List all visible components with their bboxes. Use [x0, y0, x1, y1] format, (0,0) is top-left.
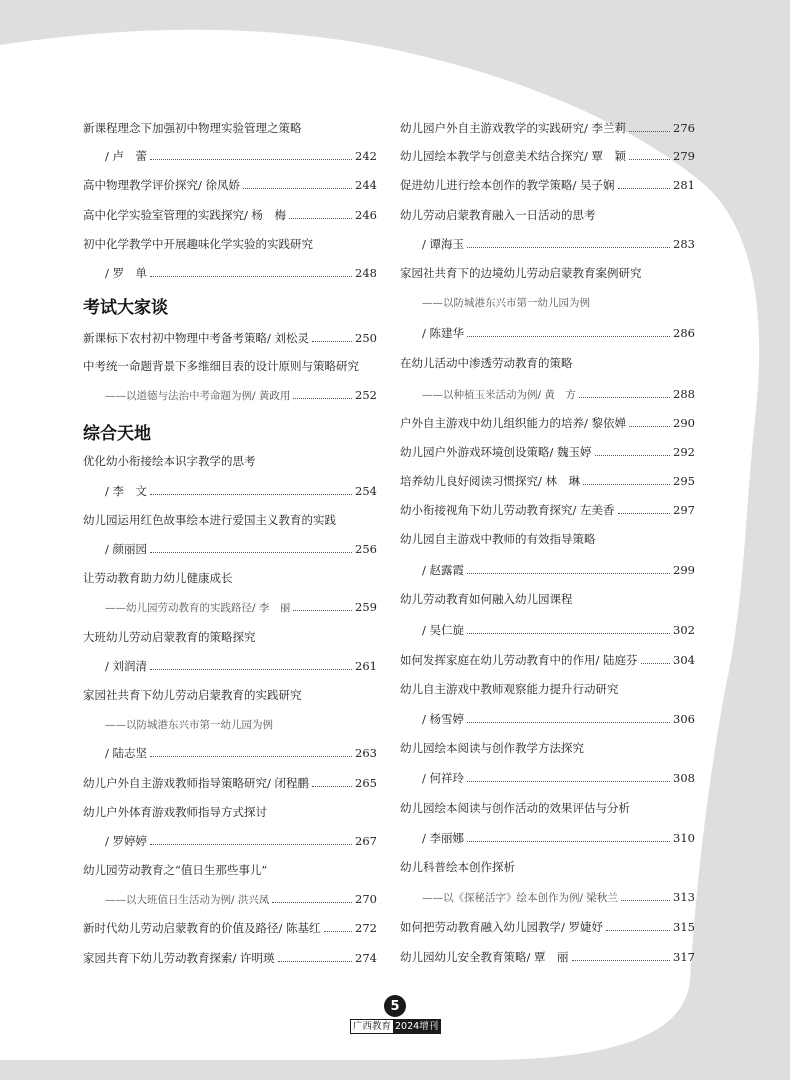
toc-entry	[83, 831, 377, 851]
toc-entry	[400, 384, 695, 404]
entry-author: / 洪兴凤	[231, 893, 270, 906]
entry-page-number: 302	[673, 623, 695, 637]
leader-dots	[467, 840, 670, 842]
toc-entry	[83, 146, 377, 166]
entry-title: 幼儿园自主游戏中教师的有效指导策略	[400, 532, 596, 546]
entry-title: 如何发挥家庭在幼儿劳动教育中的作用	[400, 653, 596, 667]
entry-page-number: 297	[673, 503, 695, 517]
toc-entry	[83, 568, 377, 588]
entry-page-number: 310	[673, 831, 695, 845]
leader-dots	[150, 551, 352, 553]
entry-author: / 魏玉婷	[549, 445, 592, 459]
entry-title: 中考统一命题背景下多维细目表的设计原则与策略研究	[83, 359, 359, 373]
entry-title: 大班幼儿劳动启蒙教育的策略探究	[83, 630, 256, 644]
toc-entry	[400, 679, 695, 699]
entry-author: / 黄 方	[537, 388, 576, 401]
entry-subtitle: ——幼儿园劳动教育的实践路径	[105, 601, 252, 614]
entry-page-number: 283	[673, 237, 695, 251]
entry-title: 幼儿园幼儿安全教育策略	[400, 950, 527, 964]
leader-dots	[629, 130, 670, 132]
entry-title: 高中物理教学评价探究	[83, 178, 198, 192]
entry-title: 幼儿户外体育游戏教师指导方式探讨	[83, 805, 267, 819]
entry-author: / 杨 梅	[244, 208, 287, 222]
toc-entry	[400, 887, 695, 907]
toc-entry	[83, 860, 377, 880]
entry-page-number: 308	[673, 771, 695, 785]
entry-author: / 黄政用	[252, 389, 291, 402]
toc-entry	[400, 947, 695, 967]
entry-title: 让劳动教育助力幼儿健康成长	[83, 571, 233, 585]
entry-subtitle: ——以道德与法治中考命题为例	[105, 389, 252, 402]
entry-title: 幼儿园劳动教育之“值日生那些事儿”	[83, 863, 268, 877]
toc-entry	[83, 510, 377, 530]
leader-dots	[572, 959, 671, 961]
entry-title: 在幼儿活动中渗透劳动教育的策略	[400, 356, 573, 370]
entry-title: 幼儿园户外自主游戏教学的实践研究	[400, 121, 584, 135]
entry-page-number: 248	[355, 266, 377, 280]
entry-subtitle: ——以种植玉米活动为例	[422, 388, 538, 401]
toc-entry	[83, 234, 377, 254]
entry-title: 户外自主游戏中幼儿组织能力的培养	[400, 416, 584, 430]
entry-author: / 吴子娴	[572, 178, 615, 192]
toc-entry	[400, 798, 695, 818]
entry-author: / 谭海玉	[422, 237, 465, 251]
entry-author: / 罗 单	[105, 266, 148, 280]
leader-dots	[150, 755, 352, 757]
entry-subtitle: ——以防城港东兴市第一幼儿园为例	[105, 718, 273, 731]
entry-author: / 闭程鹏	[267, 776, 310, 790]
section-heading: 综合天地	[83, 423, 151, 444]
toc-entry	[400, 263, 695, 283]
entry-title: 幼儿园绘本阅读与创作教学方法探究	[400, 741, 584, 755]
entry-subtitle: ——以大班值日生活动为例	[105, 893, 231, 906]
toc-entry	[83, 627, 377, 647]
entry-author: / 何祥玲	[422, 771, 465, 785]
entry-title: 促进幼儿进行绘本创作的教学策略	[400, 178, 573, 192]
leader-dots	[293, 609, 352, 611]
toc-entry	[83, 743, 377, 763]
entry-subtitle: ——以《探秘活字》绘本创作为例	[422, 891, 580, 904]
leader-dots	[629, 425, 670, 427]
toc-entry	[83, 773, 377, 793]
entry-author: / 陆庭芬	[595, 653, 638, 667]
entry-author: / 许明瑛	[232, 951, 275, 965]
toc-entry	[400, 471, 695, 491]
toc-entry	[83, 175, 377, 195]
entry-title: 新课程理念下加强初中物理实验管理之策略	[83, 121, 302, 135]
entry-page-number: 279	[673, 149, 695, 163]
entry-title: 幼儿劳动教育如何融入幼儿园课程	[400, 592, 573, 606]
entry-author: / 左美香	[572, 503, 615, 517]
leader-dots	[579, 396, 670, 398]
leader-dots	[324, 930, 353, 932]
entry-title: 幼儿园绘本教学与创意美术结合探究	[400, 149, 584, 163]
entry-author: / 李 丽	[252, 601, 291, 614]
leader-dots	[150, 843, 352, 845]
entry-author: / 陈基红	[278, 921, 321, 935]
entry-page-number: 304	[673, 653, 695, 667]
entry-title: 幼儿园绘本阅读与创作活动的效果评估与分析	[400, 801, 630, 815]
leader-dots	[243, 187, 352, 189]
entry-page-number: 270	[355, 892, 377, 906]
toc-entry	[400, 323, 695, 343]
entry-page-number: 281	[673, 178, 695, 192]
toc-entry	[83, 889, 377, 909]
entry-author: / 黎依婵	[584, 416, 627, 430]
toc-entry	[400, 620, 695, 640]
toc-entry	[83, 714, 377, 734]
toc-entry	[83, 539, 377, 559]
publication-name: 广西教育	[353, 1021, 392, 1032]
toc-entry	[400, 353, 695, 373]
entry-title: 家园共育下幼儿劳动教育探索	[83, 951, 233, 965]
entry-page-number: 286	[673, 326, 695, 340]
entry-title: 培养幼儿良好阅读习惯探究	[400, 474, 538, 488]
entry-title: 幼儿园运用红色故事绘本进行爱国主义教育的实践	[83, 513, 336, 527]
page-footer	[346, 995, 446, 1035]
toc-entry	[83, 451, 377, 471]
toc-entry	[400, 917, 695, 937]
entry-title: 高中化学实验室管理的实践探究	[83, 208, 244, 222]
leader-dots	[595, 454, 671, 456]
entry-page-number: 256	[355, 542, 377, 556]
toc-entry	[400, 234, 695, 254]
toc-entry	[400, 118, 695, 138]
toc-entry	[400, 828, 695, 848]
entry-page-number: 252	[355, 388, 377, 402]
leader-dots	[641, 662, 671, 664]
toc-entry	[83, 802, 377, 822]
entry-author: / 梁秋兰	[579, 891, 618, 904]
leader-dots	[467, 246, 670, 248]
entry-page-number: 261	[355, 659, 377, 673]
toc-entry	[400, 709, 695, 729]
entry-title: 幼儿自主游戏中教师观察能力提升行动研究	[400, 682, 619, 696]
entry-page-number: 276	[673, 121, 695, 135]
leader-dots	[289, 217, 352, 219]
entry-author: / 吴仁旋	[422, 623, 465, 637]
toc-entry	[400, 650, 695, 670]
entry-author: / 林 琳	[538, 474, 581, 488]
entry-page-number: 265	[355, 776, 377, 790]
leader-dots	[278, 960, 353, 962]
entry-author: / 罗婷婷	[105, 834, 148, 848]
leader-dots	[150, 493, 352, 495]
toc-entry	[400, 529, 695, 549]
leader-dots	[150, 275, 352, 277]
entry-page-number: 254	[355, 484, 377, 498]
entry-author: / 徐凤娇	[198, 178, 241, 192]
entry-author: / 陈建华	[422, 326, 465, 340]
toc-entry	[83, 918, 377, 938]
entry-page-number: 259	[355, 600, 377, 614]
publication-label	[350, 1019, 441, 1034]
entry-page-number: 263	[355, 746, 377, 760]
entry-title: 幼儿户外自主游戏教师指导策略研究	[83, 776, 267, 790]
entry-title: 幼儿劳动启蒙教育融入一日活动的思考	[400, 208, 596, 222]
leader-dots	[618, 512, 671, 514]
entry-page-number: 250	[355, 331, 377, 345]
leader-dots	[629, 158, 670, 160]
toc-entry	[400, 857, 695, 877]
toc-entry	[83, 385, 377, 405]
toc-entry	[83, 118, 377, 138]
entry-author: / 赵露霞	[422, 563, 465, 577]
entry-author: / 李 文	[105, 484, 148, 498]
entry-page-number: 306	[673, 712, 695, 726]
toc-entry	[400, 146, 695, 166]
leader-dots	[467, 780, 670, 782]
entry-author: / 罗婕妤	[561, 920, 604, 934]
issue-label: 2024增刊	[395, 1021, 439, 1032]
toc-entry	[400, 205, 695, 225]
entry-page-number: 272	[355, 921, 377, 935]
entry-title: 家园社共育下的边境幼儿劳动启蒙教育案例研究	[400, 266, 642, 280]
entry-subtitle: ——以防城港东兴市第一幼儿园为例	[422, 296, 590, 309]
entry-page-number: 313	[673, 890, 695, 904]
toc-entry	[400, 500, 695, 520]
leader-dots	[621, 899, 670, 901]
toc-entry	[400, 768, 695, 788]
entry-title: 优化幼小衔接绘本识字教学的思考	[83, 454, 256, 468]
entry-author: / 卢 蕾	[105, 149, 148, 163]
toc-entry	[400, 442, 695, 462]
entry-author: / 刘松灵	[267, 331, 310, 345]
entry-title: 幼儿园户外游戏环境创设策略	[400, 445, 550, 459]
toc-entry	[83, 205, 377, 225]
entry-page-number: 292	[673, 445, 695, 459]
entry-page-number: 274	[355, 951, 377, 965]
toc-entry	[83, 328, 377, 348]
leader-dots	[467, 572, 670, 574]
entry-author: / 覃 颖	[584, 149, 627, 163]
toc-entry	[83, 356, 377, 376]
entry-author: / 李丽娜	[422, 831, 465, 845]
entry-author: / 杨雪婷	[422, 712, 465, 726]
leader-dots	[618, 187, 671, 189]
entry-title: 初中化学教学中开展趣味化学实验的实践研究	[83, 237, 313, 251]
leader-dots	[467, 721, 670, 723]
entry-title: 幼儿科普绘本创作探析	[400, 860, 515, 874]
entry-page-number: 317	[673, 950, 695, 964]
toc-entry	[400, 560, 695, 580]
toc-entry	[83, 656, 377, 676]
entry-author: / 陆志坚	[105, 746, 148, 760]
leader-dots	[467, 632, 670, 634]
leader-dots	[150, 668, 352, 670]
entry-page-number: 315	[673, 920, 695, 934]
entry-title: 幼小衔接视角下幼儿劳动教育探究	[400, 503, 573, 517]
page-number: 5	[384, 995, 406, 1017]
entry-title: 新课标下农村初中物理中考备考策略	[83, 331, 267, 345]
entry-page-number: 290	[673, 416, 695, 430]
entry-author: / 覃 丽	[526, 950, 569, 964]
entry-page-number: 246	[355, 208, 377, 222]
toc-entry	[83, 685, 377, 705]
toc-entry	[83, 597, 377, 617]
leader-dots	[150, 158, 352, 160]
entry-page-number: 244	[355, 178, 377, 192]
entry-title: 如何把劳动教育融入幼儿园教学	[400, 920, 561, 934]
entry-title: 家园社共育下幼儿劳动启蒙教育的实践研究	[83, 688, 302, 702]
entry-author: / 李兰莉	[584, 121, 627, 135]
entry-page-number: 295	[673, 474, 695, 488]
entry-page-number: 288	[673, 387, 695, 401]
entry-page-number: 299	[673, 563, 695, 577]
toc-entry	[400, 292, 695, 312]
toc-entry	[400, 738, 695, 758]
leader-dots	[293, 397, 352, 399]
section-heading: 考试大家谈	[83, 297, 168, 318]
entry-page-number: 242	[355, 149, 377, 163]
toc-entry	[83, 481, 377, 501]
toc-entry	[83, 263, 377, 283]
toc-entry	[83, 948, 377, 968]
toc-entry	[400, 175, 695, 195]
leader-dots	[467, 335, 670, 337]
entry-title: 新时代幼儿劳动启蒙教育的价值及路径	[83, 921, 279, 935]
leader-dots	[583, 483, 670, 485]
leader-dots	[312, 340, 352, 342]
entry-author: / 刘润清	[105, 659, 148, 673]
entry-author: / 颜丽园	[105, 542, 148, 556]
leader-dots	[312, 785, 352, 787]
leader-dots	[272, 901, 352, 903]
toc-entry	[400, 589, 695, 609]
leader-dots	[606, 929, 670, 931]
entry-page-number: 267	[355, 834, 377, 848]
toc-entry	[400, 413, 695, 433]
